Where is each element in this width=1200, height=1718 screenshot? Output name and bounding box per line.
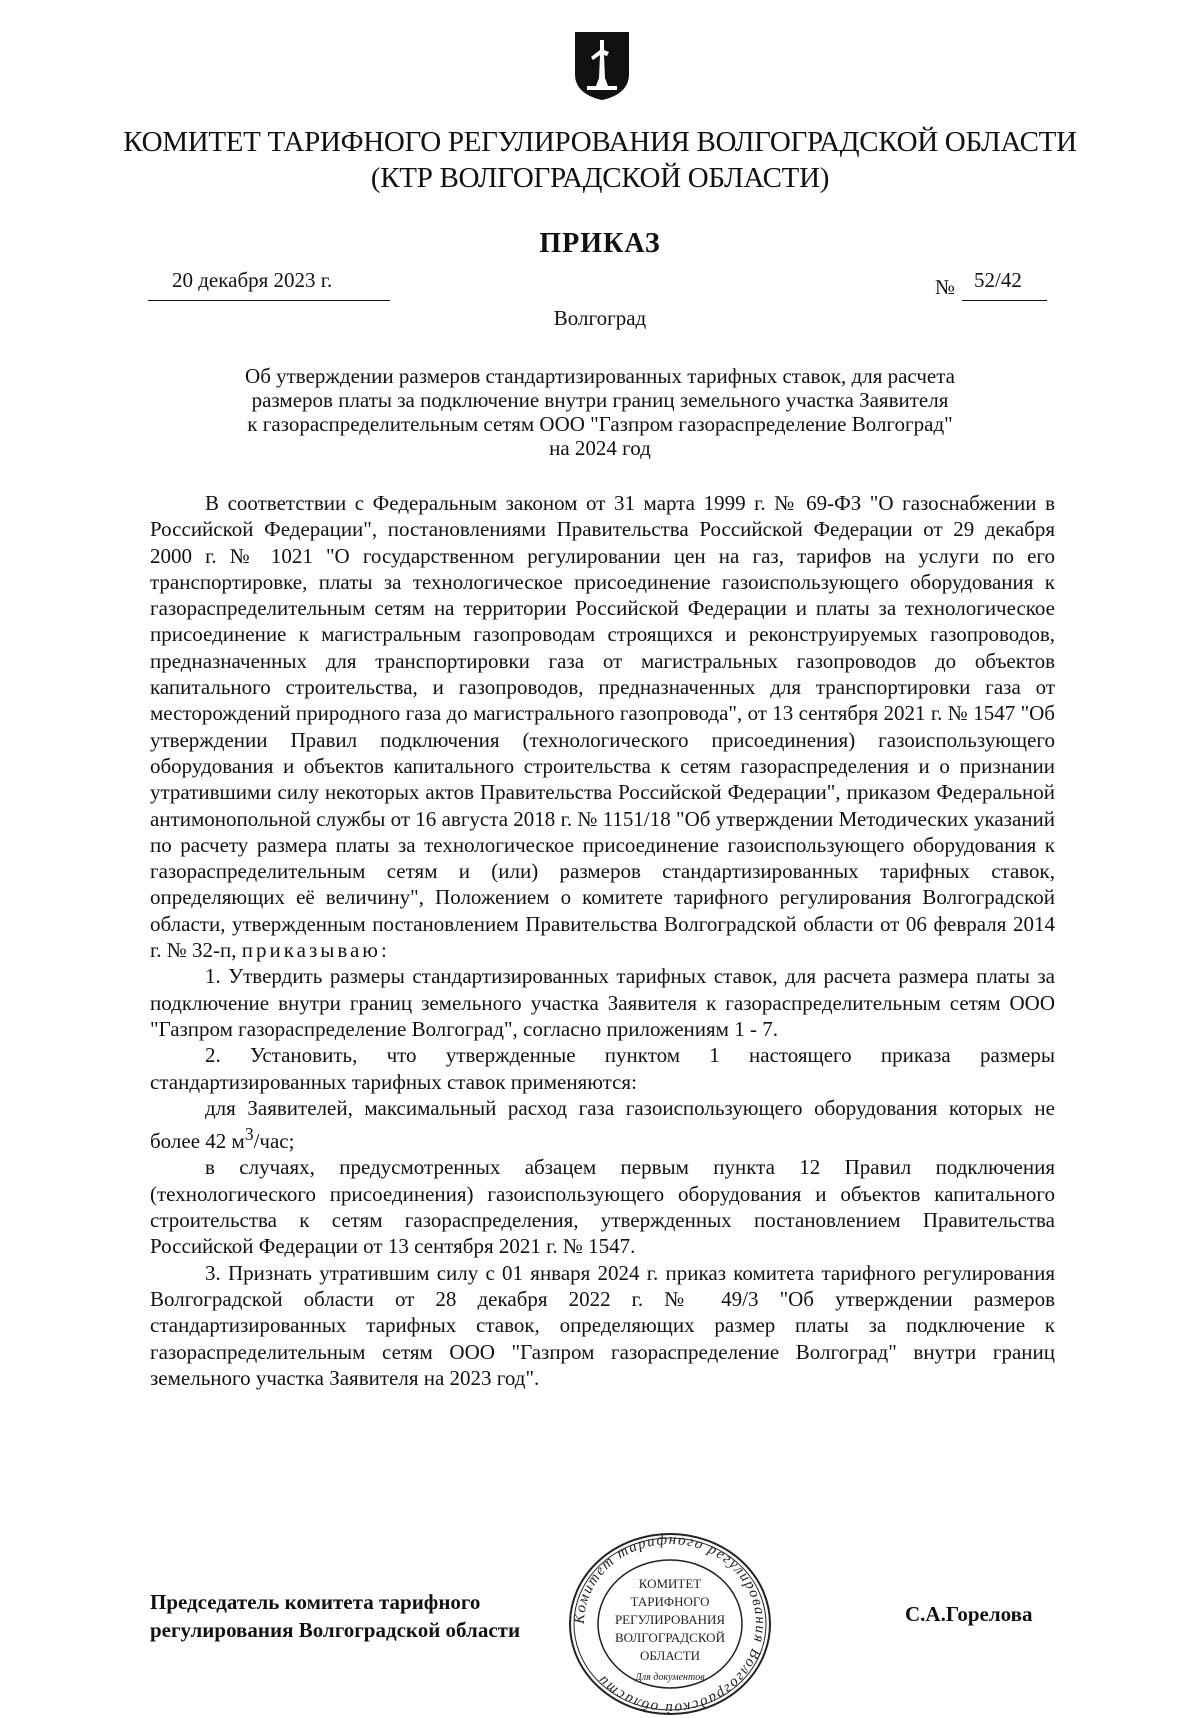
seal-line: КОМИТЕТ <box>638 1576 702 1591</box>
seal-outer-text: Комитет тарифного регулирования Волгоградской области <box>571 1531 769 1717</box>
order-subject <box>150 364 1050 460</box>
official-seal <box>565 1530 775 1718</box>
number-sign: № <box>935 275 956 299</box>
order-number: 52/42 <box>974 268 1022 292</box>
seal-line: ВОЛГОГРАДСКОЙ <box>615 1630 725 1645</box>
seal-note: Для документов <box>635 1672 705 1683</box>
order-date: 20 декабря 2023 г. <box>172 268 333 292</box>
seal-line: РЕГУЛИРОВАНИЯ <box>614 1612 726 1627</box>
preamble-text: В соответствии с Федеральным законом от 31 марта 1999 г. № 69-ФЗ "О газоснабжении в Российской Федерации", постановлениями Правительства Российской Федерации от 29 декабря 2000 г. № 1021 "О государственном регулировании цен на газ, тарифов на услуги по его транспортировке, платы за технологическое присоединение газоиспользующего оборудования к газораспределительным сетям на территории Российской Федерации и платы за технологическое присоединение к магистральным газопроводам строящихся и реконструируемых газопроводов, предназначенных для транспортировки газа от магистральных газопроводов до объектов капитального строительства, и газопроводов, предназначенных для транспортировки газа от месторождений природного газа до магистрального газопровода", от 13 сентября 2021 г. № 1547 "Об утверждении Правил подключения (технологического присоединения) газоиспользующего оборудования и объектов капитального строительства к сетям газораспределения и о признании утратившими силу некоторых актов Правительства Российской Федерации", приказом Федеральной антимонопольной службы от 16 августа 2018 г. № 1151/18 "Об утверждении Методических указаний по расчету размера платы за технологическое присоединение газоиспользующего оборудования к газораспределительным сетям и (или) размеров стандартизированных тарифных ставок, определяющих её величину", Положением о комитете тарифного регулирования Волгоградской области, утвержденным постановлением Правительства Волгоградской области от 06 февраля 2014 г. № 32-п, <box>150 491 1055 963</box>
committee-header <box>0 124 1200 196</box>
item-1: 1. Утвердить размеры стандартизированных тарифных ставок, для расчета размера платы за подключение внутри границ земельного участка Заявителя к газораспределительным сетям ООО "Газпром газораспределение Волгоград", согласно приложениям 1 - 7. <box>150 964 1055 1041</box>
seal-line: ТАРИФНОГО <box>630 1594 710 1609</box>
org-abbreviation: (КТР ВОЛГОГРАДСКОЙ ОБЛАСТИ) <box>370 162 830 194</box>
subject-line: размеров платы за подключение внутри границ земельного участка Заявителя <box>251 388 949 412</box>
item-2a-text: для Заявителей, максимальный расход газа газоиспользующего оборудования которых не более 42 м <box>150 1095 1055 1154</box>
position-line: регулирования Волгоградской области <box>150 1618 521 1642</box>
position-line: Председатель комитета тарифного <box>150 1590 481 1614</box>
item-2b: в случаях, предусмотренных абзацем первым пункта 12 Правил подключения (технологического присоединения) газоиспользующего оборудования и объектов капитального строительства к сетям газораспределения, утвержденных постановлением Правительства Российской Федерации от 13 сентября 2021 г. № 1547. <box>150 1155 1055 1259</box>
signatory-name: С.А.Горелова <box>905 1602 1033 1626</box>
decree-word: приказываю: <box>241 938 390 963</box>
subject-line: на 2024 год <box>549 436 651 460</box>
item-3: 3. Признать утратившим силу с 01 января 2024 г. приказ комитета тарифного регулирования Волгоградской области от 28 декабря 2022 г. № 49/3 "Об утверждении размеров стандартизированных тарифных ставок, определяющих размер платы за подключение к газораспределительным сетям ООО "Газпром газораспределение Волгоград" внутри границ земельного участка Заявителя на 2023 год". <box>150 1260 1055 1390</box>
item-2a-unit: /час; <box>253 1129 295 1154</box>
subject-line: к газораспределительным сетям ООО "Газпром газораспределение Волгоград" <box>247 412 953 436</box>
coat-of-arms-icon <box>573 30 631 102</box>
org-name: КОМИТЕТ ТАРИФНОГО РЕГУЛИРОВАНИЯ ВОЛГОГРАДСКОЙ ОБЛАСТИ <box>123 126 1077 158</box>
order-body <box>150 490 1055 1391</box>
signatory-position <box>150 1588 520 1644</box>
number-underline <box>962 300 1047 301</box>
preamble-paragraph <box>150 490 1055 963</box>
date-underline <box>148 300 390 301</box>
seal-line: ОБЛАСТИ <box>639 1648 701 1663</box>
superscript: 3 <box>244 1124 254 1145</box>
item-2a <box>150 1095 1055 1155</box>
subject-line: Об утверждении размеров стандартизированных тарифных ставок, для расчета <box>245 364 955 388</box>
document-type: ПРИКАЗ <box>539 228 661 259</box>
item-2: 2. Установить, что утвержденные пунктом 1 настоящего приказа размеры стандартизированных тарифных ставок применяются: <box>150 1043 1055 1094</box>
city: Волгоград <box>553 306 647 330</box>
